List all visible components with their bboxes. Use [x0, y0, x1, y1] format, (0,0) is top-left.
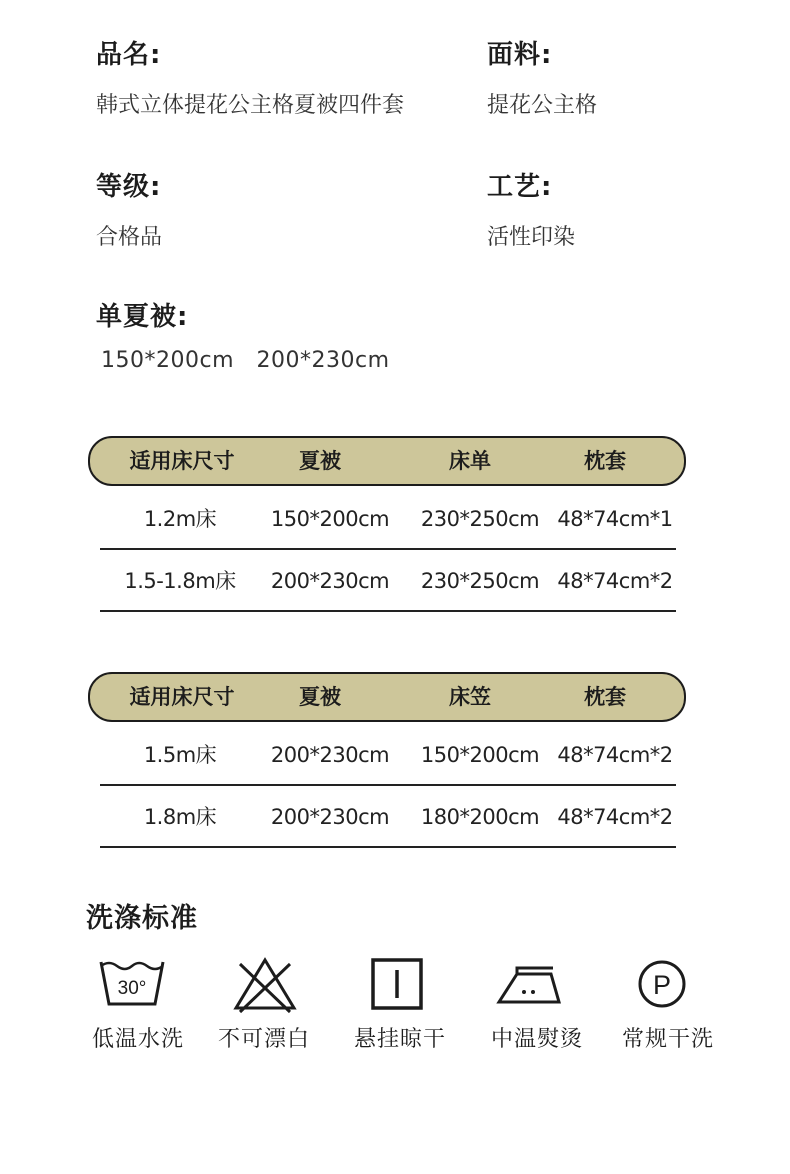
- cell-quilt: 200*230cm: [270, 569, 390, 593]
- wash-30-icon: [97, 956, 167, 1014]
- grade-value: 合格品: [96, 225, 163, 250]
- iron-medium-icon: [495, 956, 565, 1014]
- header-quilt: 夏被: [299, 449, 341, 473]
- craft-label: 工艺:: [487, 172, 553, 202]
- wash-temp-mark: 30°: [117, 978, 147, 999]
- dry-clean-p-icon: [627, 956, 697, 1014]
- cell-sheet: 230*250cm: [420, 569, 540, 593]
- header-pillowcase: 枕套: [584, 449, 626, 473]
- cell-fitted-sheet: 150*200cm: [420, 743, 540, 767]
- cell-quilt: 200*230cm: [270, 743, 390, 767]
- table-row: [100, 548, 676, 612]
- cell-bed-size: 1.5-1.8m床: [124, 569, 236, 593]
- fabric-value: 提花公主格: [487, 93, 598, 118]
- table-row: [100, 486, 676, 550]
- craft-value: 活性印染: [487, 225, 576, 250]
- care-label-medium-iron: 中温熨烫: [490, 1027, 583, 1052]
- single-quilt-label: 单夏被:: [96, 302, 189, 332]
- table-row: [100, 722, 676, 786]
- grade-label: 等级:: [96, 172, 162, 202]
- size-table-fitted: [88, 672, 686, 852]
- header-quilt: 夏被: [299, 685, 341, 709]
- care-label-dry-clean: 常规干洗: [621, 1027, 714, 1052]
- header-fitted-sheet: 床笠: [449, 685, 491, 709]
- cell-pillowcase: 48*74cm*2: [557, 569, 673, 593]
- header-pillowcase: 枕套: [584, 685, 626, 709]
- header-bed-size: 适用床尺寸: [129, 685, 235, 709]
- care-label-no-bleach: 不可漂白: [217, 1027, 310, 1052]
- cell-bed-size: 1.2m床: [143, 507, 217, 531]
- cell-bed-size: 1.5m床: [143, 743, 217, 767]
- name-value: 韩式立体提花公主格夏被四件套: [96, 93, 405, 118]
- dry-clean-mark: P: [652, 970, 672, 1000]
- care-label-hang-dry: 悬挂晾干: [353, 1027, 446, 1052]
- no-bleach-icon: [230, 956, 300, 1014]
- name-label: 品名:: [96, 40, 162, 70]
- hang-dry-icon: [362, 956, 432, 1014]
- cell-pillowcase: 48*74cm*2: [557, 805, 673, 829]
- table-header: [88, 436, 686, 486]
- cell-sheet: 230*250cm: [420, 507, 540, 531]
- cell-pillowcase: 48*74cm*1: [557, 507, 673, 531]
- care-title: 洗涤标准: [86, 903, 198, 934]
- fabric-label: 面料:: [487, 40, 553, 70]
- cell-pillowcase: 48*74cm*2: [557, 743, 673, 767]
- cell-quilt: 200*230cm: [270, 805, 390, 829]
- header-bed-size: 适用床尺寸: [129, 449, 235, 473]
- table-row: [100, 784, 676, 848]
- table-header: [88, 672, 686, 722]
- size-table-sheet: [88, 436, 686, 616]
- cell-quilt: 150*200cm: [270, 507, 390, 531]
- care-label-low-temp-wash: 低温水洗: [91, 1027, 184, 1052]
- cell-fitted-sheet: 180*200cm: [420, 805, 540, 829]
- cell-bed-size: 1.8m床: [143, 805, 217, 829]
- single-quilt-sizes: 150*200cm 200*230cm: [101, 348, 390, 373]
- header-sheet: 床单: [449, 449, 491, 473]
